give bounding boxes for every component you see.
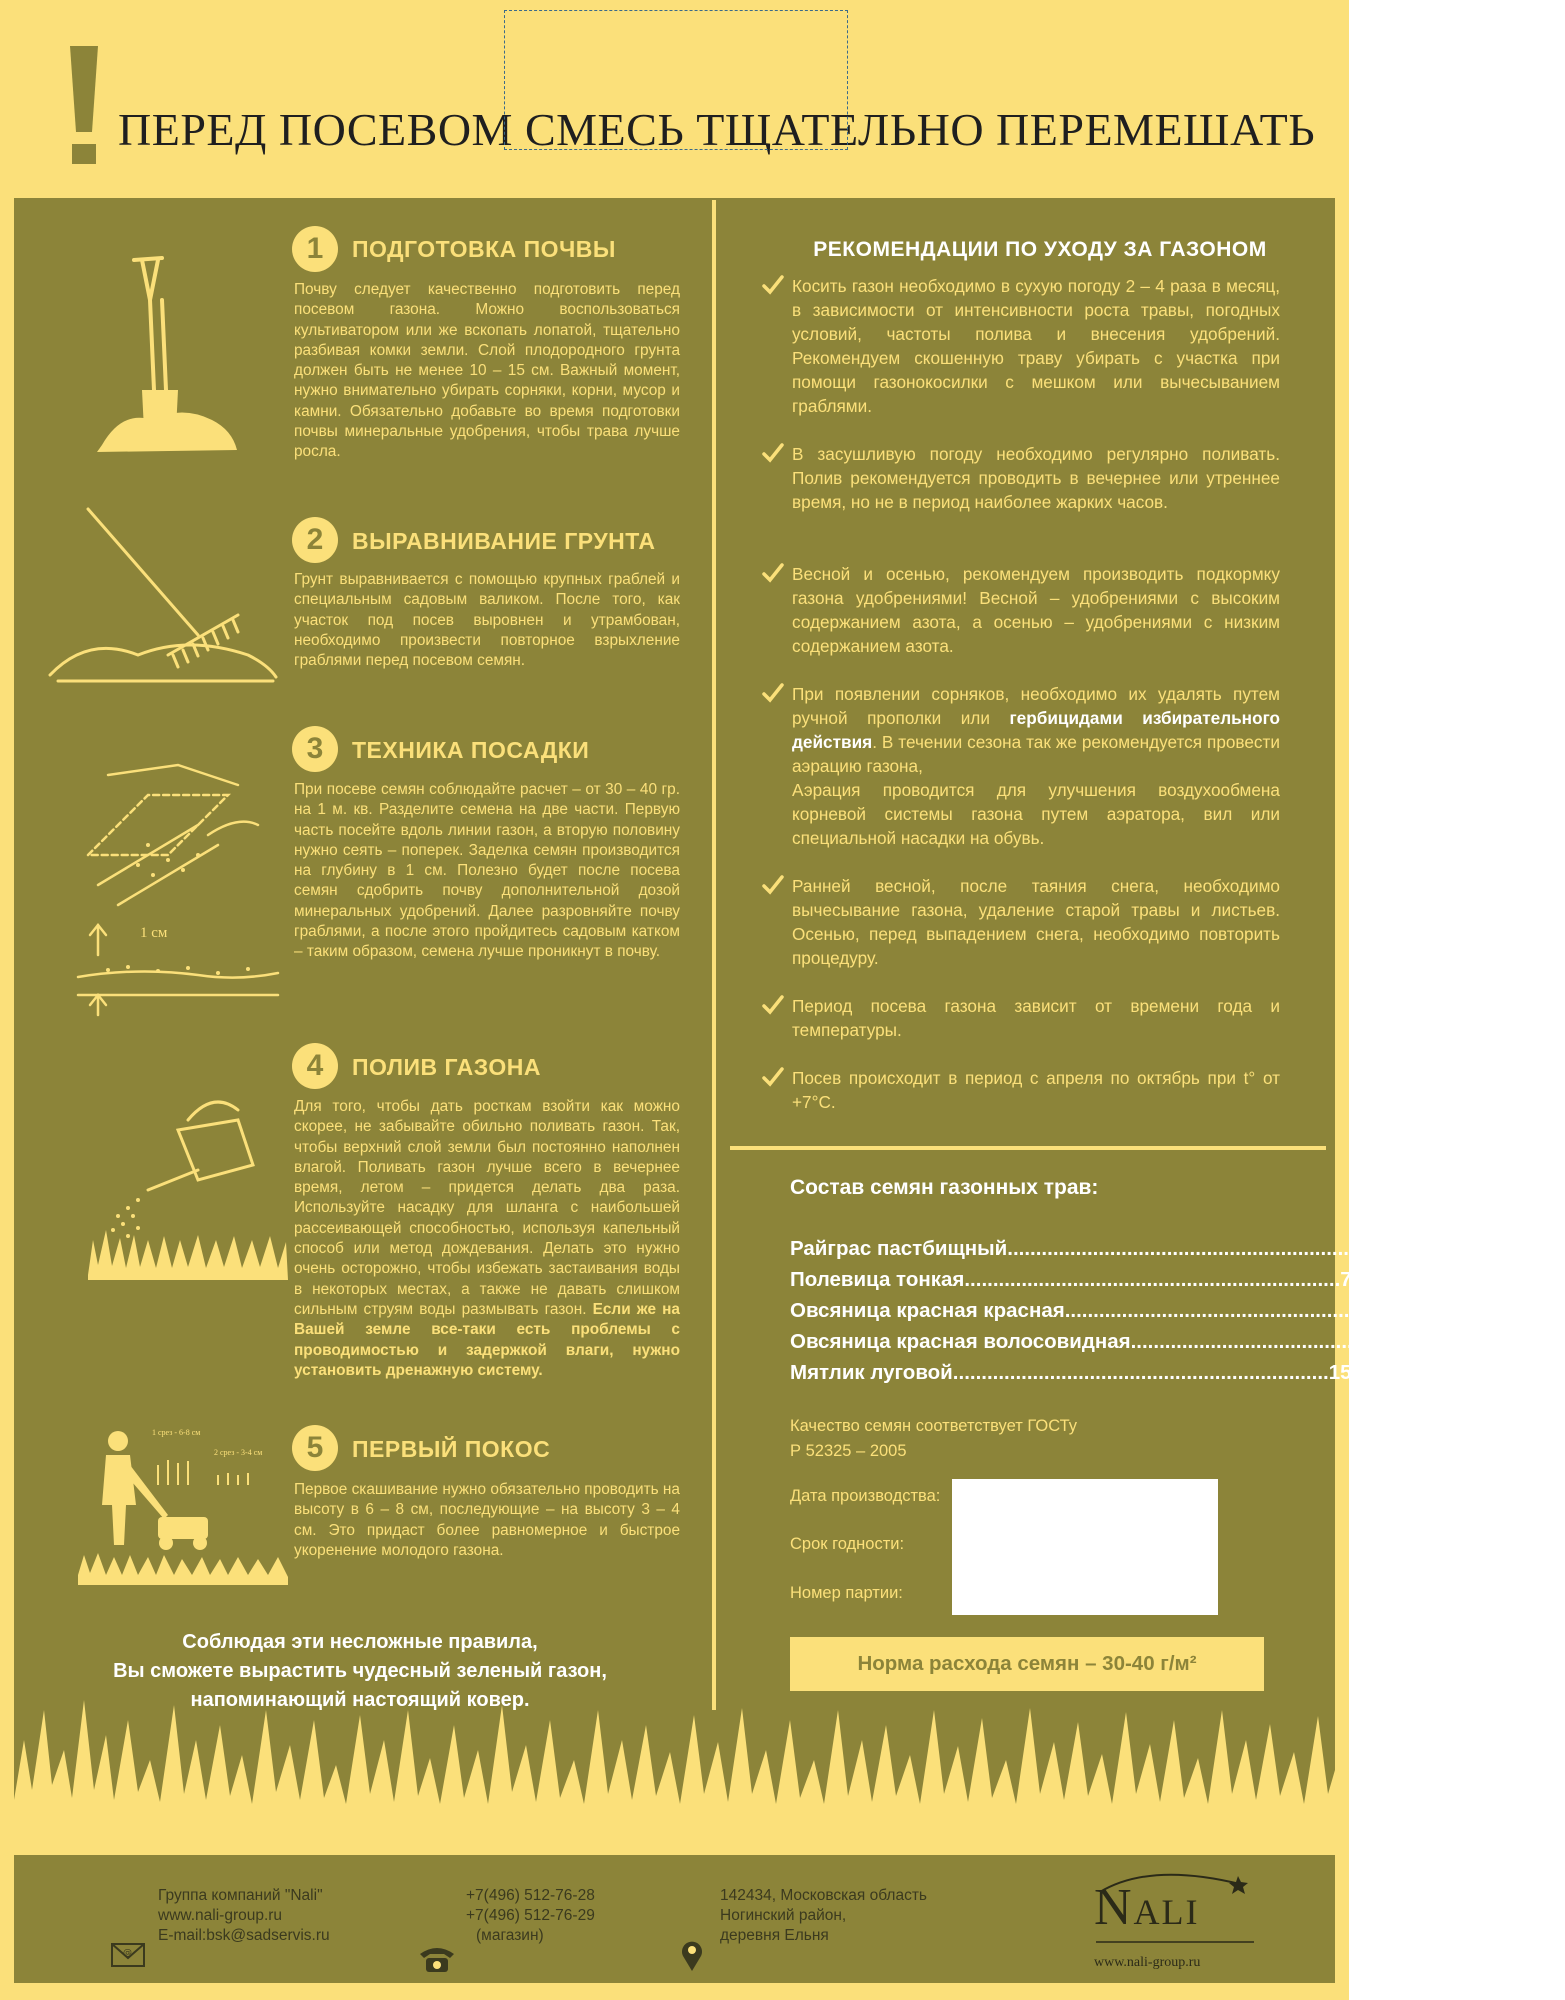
step-title-5: ПЕРВЫЙ ПОКОС (352, 1436, 551, 1462)
step-number-4: 4 (292, 1043, 338, 1089)
step-title-4: ПОЛИВ ГАЗОНА (352, 1054, 541, 1080)
header (0, 0, 1349, 198)
composition-row: Полевица тонкая .................................................................. 7,5% (790, 1268, 1388, 1291)
closing-line-2: Вы сможете вырастить чудесный зеленый газон, (113, 1660, 607, 1682)
recommendation-text-1: Косить газон необходимо в сухую погоду 2 – 4 раза в месяц, в зависимости от интенсивности роста травы, погодных условий, частоты полива и внесения удобрений. Рекомендуем скошенную траву убирать с участка при помощи газонокосилки с мешком или вычесыванием граблями. (792, 276, 1280, 416)
stamp-field (952, 1479, 1218, 1615)
step-body-2: Грунт выравнивается с помощью крупных граблей и специальным садовым валиком. После того, как участок под посев выровнен и утрамбован, необходимо произвести повторное взрыхление граблями перед посевом семян. (294, 571, 680, 670)
step-body-3: При посеве семян соблюдайте расчет – от 30 – 40 гр. на 1 м. кв. Разделите семена на две части. Первую часть посейте вдоль линии газон, а вторую половину нужно сеять – поперек. Заделка семян производится на глубину в 1 см. Полезно будет после посева семян сдобрить почву дополнительной дозой минеральных удобрений. Далее разровняйте почву граблями, а после этого пройдитесь садовым катком – таким образом, семена лучше проникнут в почву. (294, 781, 680, 961)
composition-row: Овсяница красная красная .................................................................. 37,5% (790, 1299, 1499, 1322)
footer-email[interactable]: E-mail:bsk@sadservis.ru (158, 1927, 330, 1944)
step-number-1: 1 (292, 226, 338, 272)
rake-illustration (48, 505, 278, 685)
composition-row: Овсяница красная волосовидная .................................................................. 15,0% (790, 1330, 1565, 1353)
step-body-4-text: Для того, чтобы дать росткам взойти как можно скорее, не забывайте обильно поливать газон. Так, чтобы верхний слой земли был постоянно наполнен влагой. Поливать газон лучше всего в вечернее время, летом – придется делать два раза. Используйте насадку для шланга с наибольшей рассеивающей способностью, используя капельный способ или метод дождевания. Делать это нужно очень осторожно, чтобы избежать застаивания воды в некоторых местах, а также не давать слишком сильным струям воды размывать газон. (294, 1098, 680, 1318)
check-icon (762, 1066, 784, 1088)
check-icon (762, 562, 784, 584)
step-title-3: ТЕХНИКА ПОСАДКИ (352, 737, 590, 763)
column-divider (712, 200, 716, 1710)
footer-site[interactable]: www.nali-group.ru (158, 1907, 283, 1924)
check-icon (762, 874, 784, 896)
logo-text: Nali (1094, 1879, 1200, 1936)
batch-label: Номер партии: (790, 1584, 903, 1602)
recommendation-text-3: Весной и осенью, рекомендуем производить подкормку газона удобрениями! Весной – удобрениями с высоким содержанием азота, а осенью – удобрениями с низким содержанием азота. (792, 564, 1280, 656)
check-icon (762, 994, 784, 1016)
check-icon (762, 274, 784, 296)
footer-address-3: деревня Ельня (720, 1927, 829, 1944)
recommendation-text-5: Период посева газона зависит от времени года и температуры. (792, 996, 1280, 1040)
footer-company: Группа компаний "Nali" (158, 1887, 323, 1904)
composition-row: Мятлик луговой .................................................................. 15,0% (790, 1361, 1387, 1384)
expiry-label: Срок годности: (790, 1535, 905, 1553)
step-body-4 (294, 1097, 680, 1381)
recommendation-text-2: В засушливую погоду необходимо регулярно поливать. Полив рекомендуется проводить в вечернее или утреннее время, но не в период наиболее жарких часов. (792, 444, 1280, 512)
page-title: ПЕРЕД ПОСЕВОМ СМЕСЬ ТЩАТЕЛЬНО ПЕРЕМЕШАТЬ (118, 104, 1316, 155)
step-body-5: Первое скашивание нужно обязательно проводить на высоту в 6 – 8 см, последующие – на высоту 3 – 4 см. Это придаст более равномерное и быстрое укоренение молодого газона. (294, 1481, 680, 1559)
step-body-4-bold: Если же на Вашей земле все-таки есть проблемы с проводимостью и задержкой влаги, нужно установить дренажную систему. (294, 1300, 680, 1379)
depth-label: 1 см (140, 925, 168, 941)
footer-address-2: Ногинский район, (720, 1907, 847, 1924)
footer-phone-2[interactable]: +7(496) 512-76-29 (466, 1907, 595, 1924)
mower-illustration (78, 1425, 288, 1585)
recommendations-title: РЕКОМЕНДАЦИИ ПО УХОДУ ЗА ГАЗОНОМ (813, 238, 1267, 261)
grass-silhouette (14, 1680, 1335, 1855)
closing-line-1: Соблюдая эти несложные правила, (182, 1631, 538, 1653)
step-title-2: ВЫРАВНИВАНИЕ ГРУНТА (352, 528, 656, 554)
cut1-label: 1 срез - 6-8 см (152, 1428, 201, 1437)
step-number-3: 3 (292, 726, 338, 772)
recommendation-text-6: Посев происходит в период с апреля по октябрь при t° от +7°С. (792, 1068, 1280, 1112)
composition-row: Райграс пастбищный .................................................................. 25,0% (790, 1237, 1442, 1260)
recommendation-text-weeds: При появлении сорняков, необходимо их удалять путем ручной прополки или гербицидами избирательного действия. В течении сезона так же рекомендуется провести аэрацию газона, Аэрация проводится для улучшения воздухообмена корневой системы газона путем аэратора, вил или специальной насадки на обувь. (792, 684, 1280, 848)
footer-phone-1[interactable]: +7(496) 512-76-28 (466, 1887, 595, 1904)
shovel-illustration (92, 240, 242, 470)
footer-address-1: 142434, Московская область (720, 1887, 928, 1904)
location-pin-icon (680, 1938, 704, 1972)
recommendation-text-4: Ранней весной, после таяния снега, необходимо вычесывание газона, удаление старой травы и листьев. Осенью, перед выпадением снега, необходимо повторить процедуру. (792, 876, 1280, 968)
email-icon (110, 1940, 146, 1968)
cut2-label: 2 срез - 3-4 см (214, 1448, 263, 1457)
exclamation-icon (66, 46, 102, 166)
closing-line-3: напоминающий настоящий ковер. (190, 1689, 530, 1711)
step-number-2: 2 (292, 517, 338, 563)
step-body-1: Почву следует качественно подготовить перед посевом газона. Можно воспользоваться культиватором или же вскопать лопатой, тщательно разбивая комки земли. Слой плодородного грунта должен быть не менее 10 – 15 см. Важный момент, нужно внимательно убирать сорняки, корни, мусор и камни. Обязательно добавьте во время подготовки почвы минеральные удобрения, чтобы трава лучше росла. (294, 281, 680, 461)
quality-note: Качество семян соответствует ГОСТу Р 52325 – 2005 (790, 1417, 1077, 1460)
watering-can-illustration (88, 1090, 288, 1280)
svg-text:@: @ (123, 1948, 132, 1958)
phone-icon (418, 1944, 456, 1974)
step-title-1: ПОДГОТОВКА ПОЧВЫ (352, 236, 616, 262)
section-divider (730, 1146, 1326, 1150)
seed-norm-badge: Норма расхода семян – 30-40 г/м² (790, 1637, 1264, 1691)
logo-url[interactable]: www.nali-group.ru (1094, 1955, 1201, 1970)
check-icon (762, 442, 784, 464)
production-date-label: Дата производства: (790, 1487, 941, 1505)
check-icon (762, 682, 784, 704)
footer-phone-note: (магазин) (476, 1927, 544, 1944)
composition-title: Состав семян газонных трав: (790, 1176, 1099, 1199)
sowing-illustration (78, 745, 278, 1015)
step-number-5: 5 (292, 1425, 338, 1471)
print-crop-mark (504, 10, 848, 150)
